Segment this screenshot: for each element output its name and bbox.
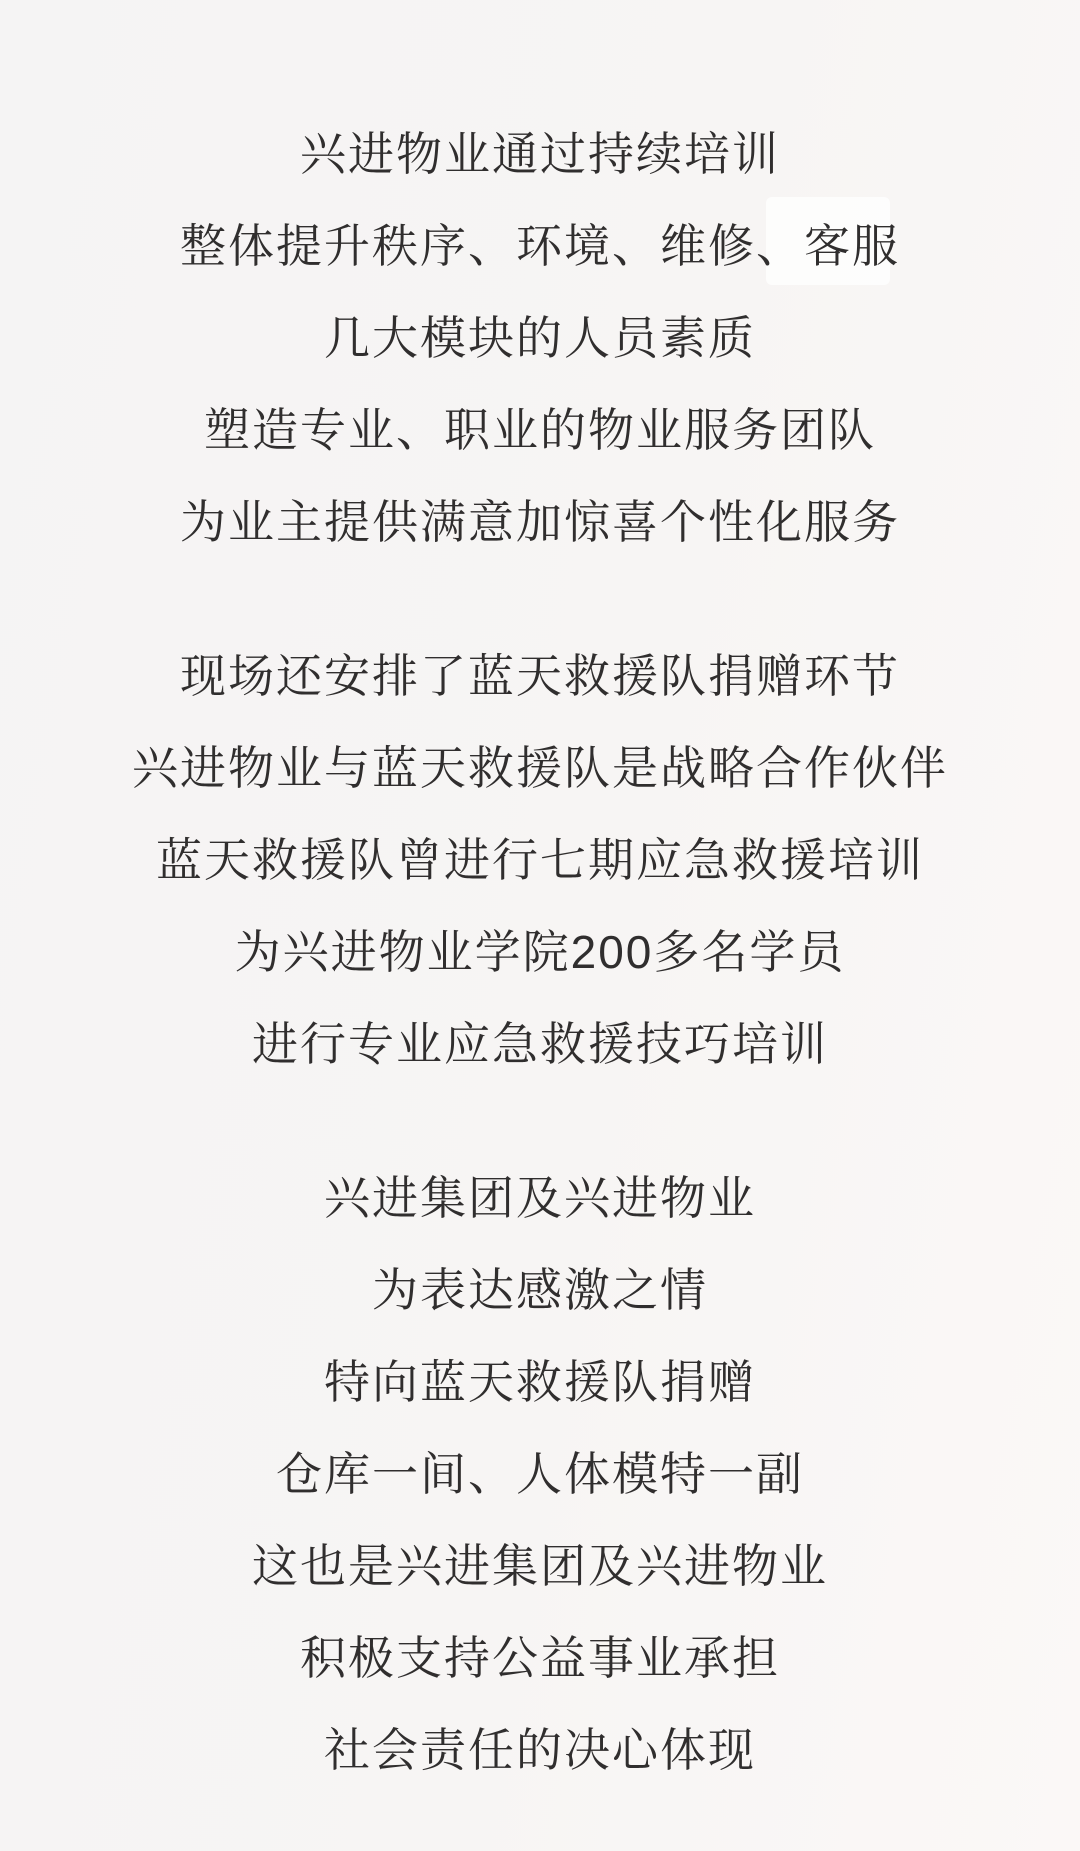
text-line: 为业主提供满意加惊喜个性化服务 xyxy=(180,496,900,548)
text-line: 几大模块的人员素质 xyxy=(324,312,756,364)
paragraph-rescue-team xyxy=(0,630,1080,1090)
text-line: 进行专业应急救援技巧培训 xyxy=(252,1018,828,1070)
text-line: 为表达感激之情 xyxy=(372,1264,708,1316)
text-line: 兴进物业与蓝天救援队是战略合作伙伴 xyxy=(132,742,948,794)
text-line: 整体提升秩序、环境、维修、客服 xyxy=(180,220,900,272)
text-line: 积极支持公益事业承担 xyxy=(300,1632,780,1684)
text-line: 兴进集团及兴进物业 xyxy=(324,1172,756,1224)
text-line: 为兴进物业学院200多名学员 xyxy=(234,926,846,978)
paragraph-training xyxy=(0,108,1080,568)
text-line: 社会责任的决心体现 xyxy=(324,1724,756,1776)
text-line: 特向蓝天救援队捐赠 xyxy=(324,1356,756,1408)
text-line: 现场还安排了蓝天救援队捐赠环节 xyxy=(180,650,900,702)
text-line: 蓝天救援队曾进行七期应急救援培训 xyxy=(156,834,924,886)
paragraph-donation xyxy=(0,1152,1080,1796)
text-line: 仓库一间、人体模特一副 xyxy=(276,1448,804,1500)
text-line: 塑造专业、职业的物业服务团队 xyxy=(204,404,876,456)
text-line: 这也是兴进集团及兴进物业 xyxy=(252,1540,828,1592)
text-line: 兴进物业通过持续培训 xyxy=(300,128,780,180)
